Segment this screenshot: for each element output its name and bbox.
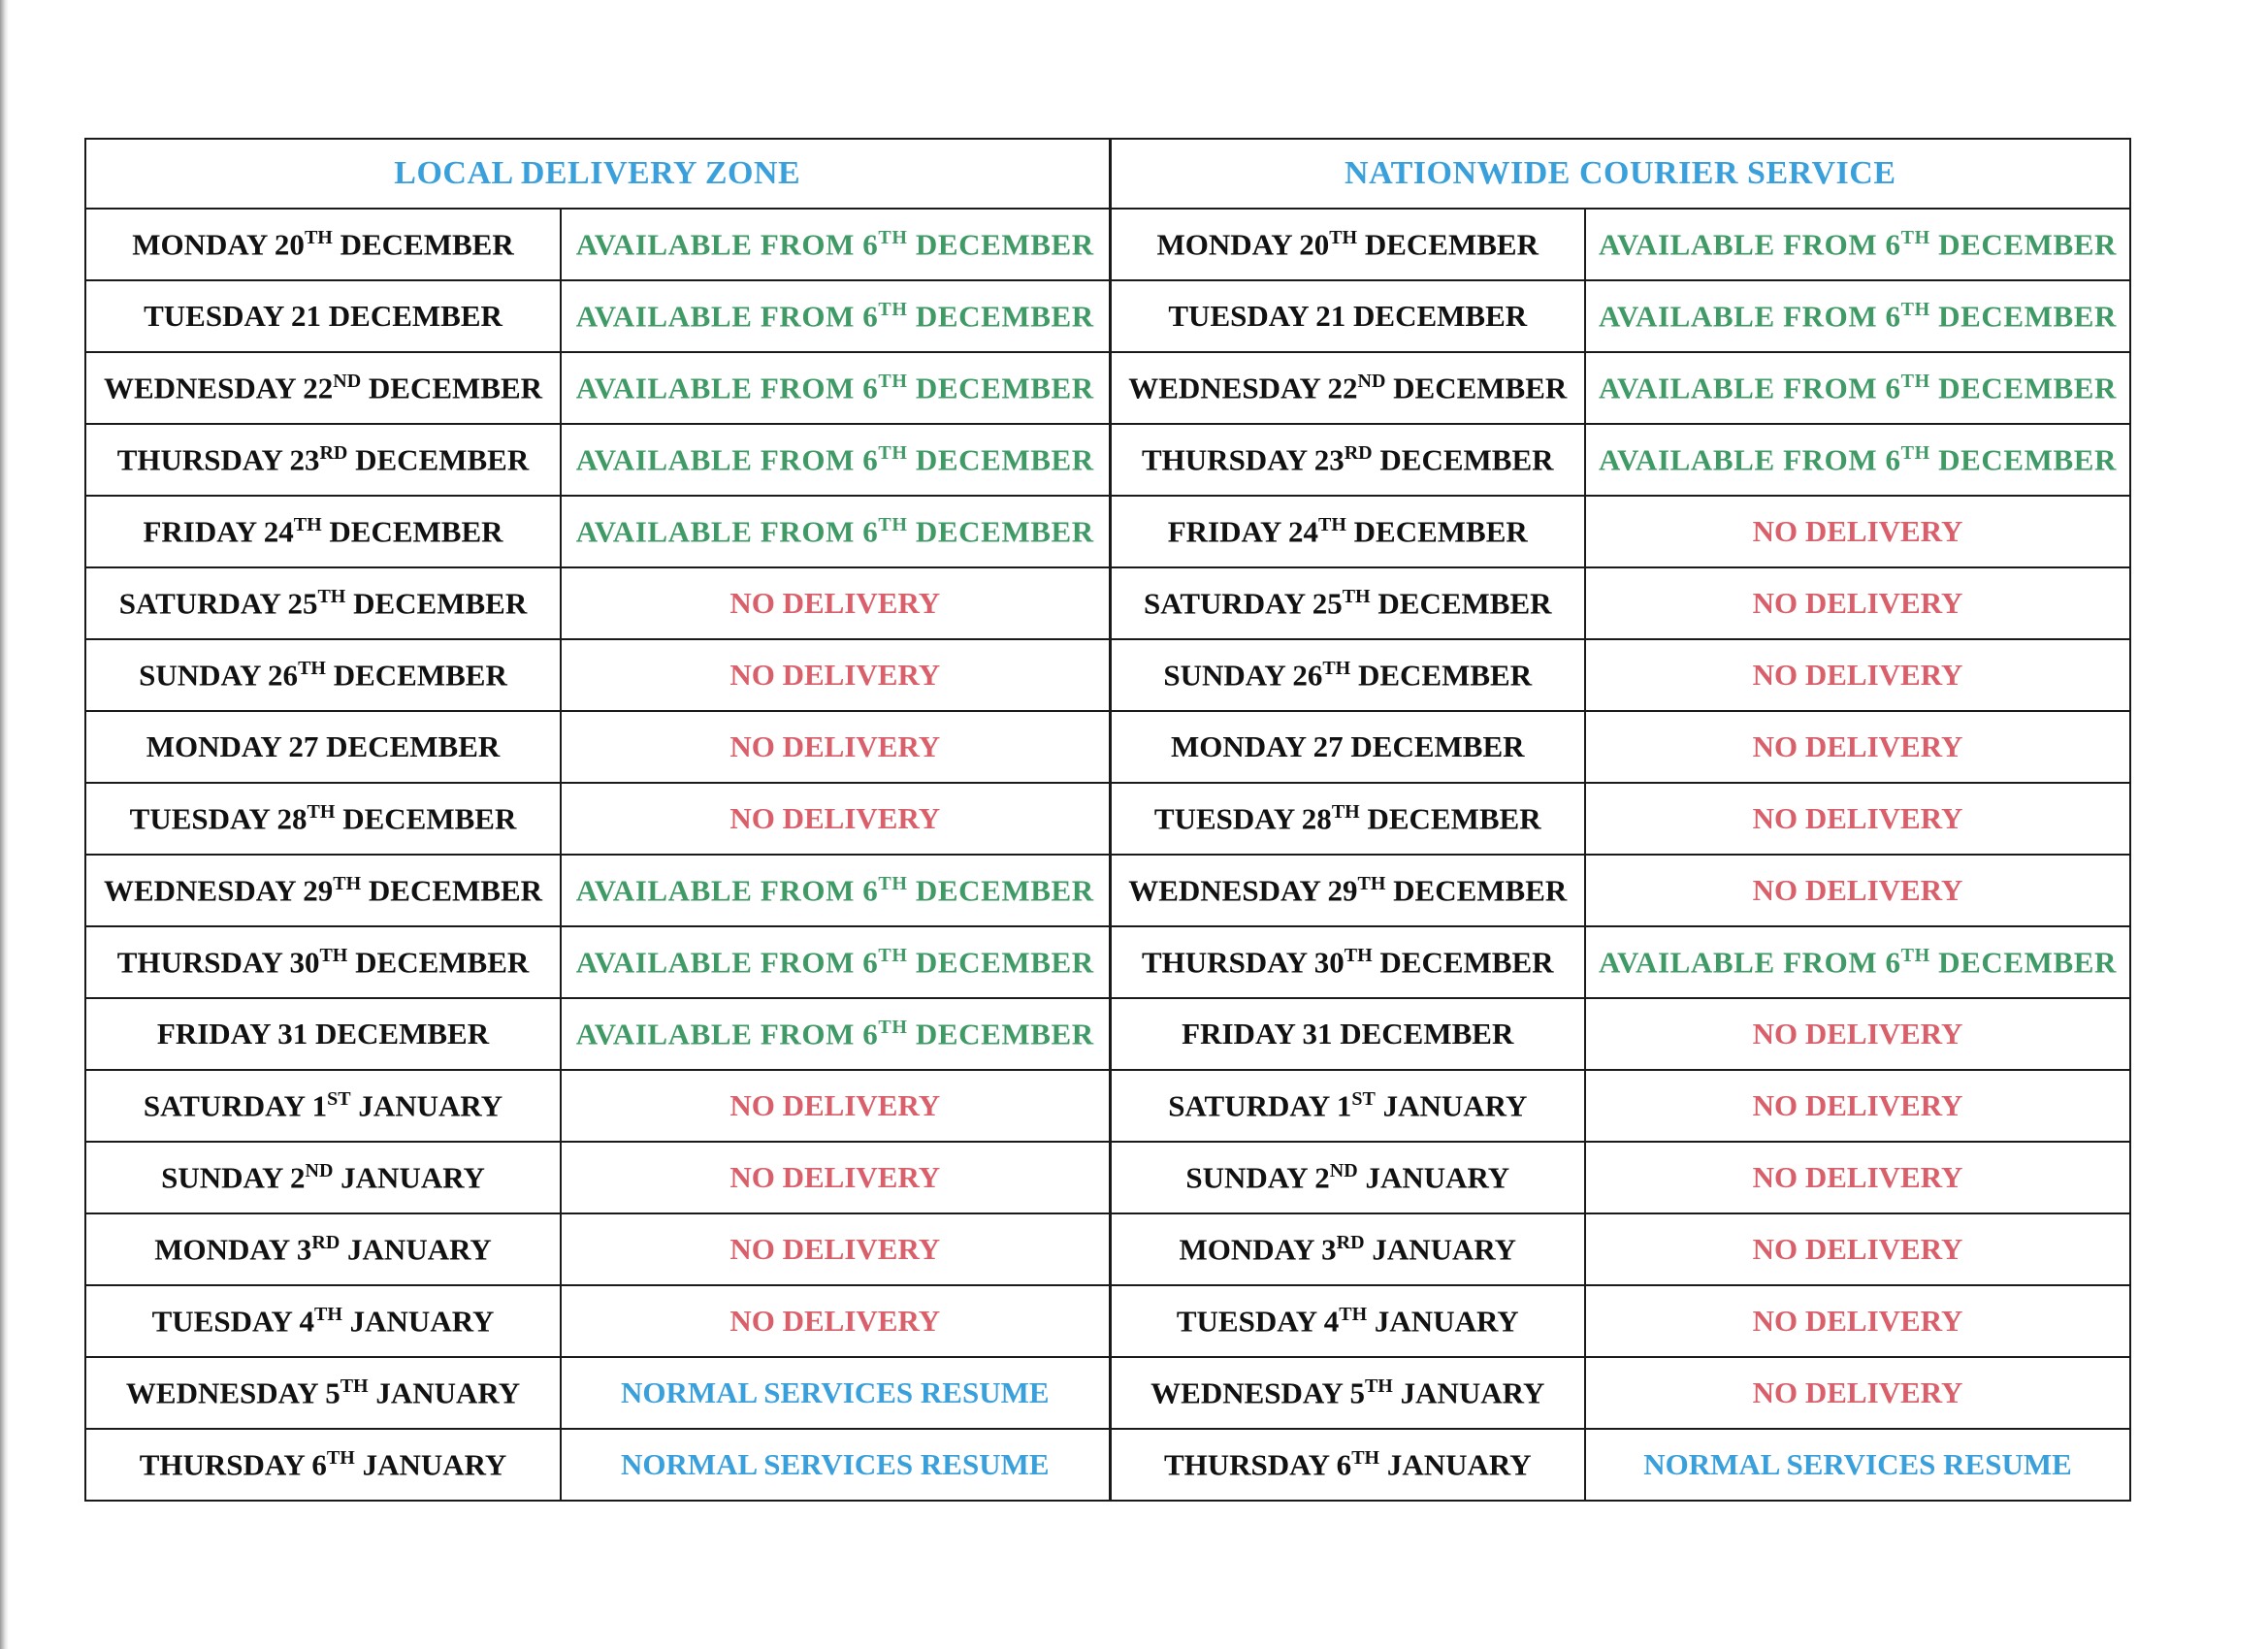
nationwide-status-cell [1585,567,2130,639]
day-label: THURSDAY 6 [139,1447,327,1482]
day-ordinal-suffix: ND [333,370,362,392]
local-day-cell [85,496,561,567]
day-ordinal-suffix: ND [1329,1159,1358,1181]
status-label: NO DELIVERY [1752,1160,1963,1194]
local-delivery-zone-header: LOCAL DELIVERY ZONE [85,139,1110,209]
nationwide-day-cell [1110,998,1585,1070]
day-ordinal-suffix: TH [314,1303,342,1325]
delivery-schedule-table [84,138,2131,1502]
nationwide-status-cell [1585,926,2130,998]
day-month: JANUARY [341,1304,495,1339]
day-label: MONDAY 20 [132,227,305,262]
status-label: NO DELIVERY [729,658,941,692]
local-day-cell [85,926,561,998]
status-label: NO DELIVERY [729,1160,941,1194]
day-label: MONDAY 3 [1179,1232,1337,1267]
status-month: DECEMBER [907,873,1094,908]
status-label: NO DELIVERY [1752,1375,1963,1409]
local-day-cell [85,424,561,496]
day-ordinal-suffix: TH [1339,1303,1368,1325]
nationwide-status-cell [1585,1213,2130,1285]
status-label: NO DELIVERY [1752,729,1963,763]
status-label: NO DELIVERY [729,586,941,620]
day-ordinal-suffix: TH [1342,585,1371,607]
nationwide-status-cell [1585,209,2130,280]
schedule-body [85,209,2130,1501]
schedule-row [85,424,2130,496]
local-day-cell [85,1357,561,1429]
schedule-row [85,855,2130,926]
nationwide-status-cell [1585,639,2130,711]
status-ordinal-suffix: TH [1900,441,1930,464]
day-ordinal-suffix: TH [1364,1374,1393,1397]
day-ordinal-suffix: TH [1344,944,1373,966]
day-label: WEDNESDAY 5 [1150,1375,1365,1410]
day-label: THURSDAY 23 [116,442,320,477]
status-ordinal-suffix: TH [1900,944,1930,966]
day-month: DECEMBER [1372,945,1554,980]
day-month: DECEMBER [1345,514,1528,549]
status-label: AVAILABLE FROM 6 [1599,371,1901,405]
status-label: NO DELIVERY [729,729,941,763]
nationwide-day-cell [1110,783,1585,855]
day-month: DECEMBER [1357,227,1539,262]
nationwide-day-cell [1110,424,1585,496]
nationwide-day-cell [1110,639,1585,711]
scan-edge [0,0,9,1649]
status-label: NO DELIVERY [1752,1088,1963,1122]
status-label: NO DELIVERY [1752,1017,1963,1051]
local-status-cell [561,352,1110,424]
day-label: FRIDAY 31 DECEMBER [1182,1017,1514,1051]
day-month: DECEMBER [361,371,543,405]
day-label: THURSDAY 30 [116,945,320,980]
status-label: AVAILABLE FROM 6 [575,945,879,980]
nationwide-day-cell [1110,855,1585,926]
local-status-cell [561,783,1110,855]
status-label: AVAILABLE FROM 6 [575,371,879,405]
nationwide-day-cell [1110,209,1585,280]
nationwide-day-cell [1110,1213,1585,1285]
local-status-cell [561,1070,1110,1142]
day-label: SATURDAY 1 [143,1088,328,1123]
day-label: THURSDAY 30 [1142,945,1345,980]
day-ordinal-suffix: RD [1336,1231,1365,1253]
status-month: DECEMBER [907,299,1094,334]
nationwide-status-cell [1585,1357,2130,1429]
local-status-cell [561,1213,1110,1285]
day-label: THURSDAY 23 [1142,442,1345,477]
day-month: JANUARY [1364,1232,1517,1267]
status-label: NO DELIVERY [1752,658,1963,692]
schedule-row [85,998,2130,1070]
status-month: DECEMBER [1929,442,2118,477]
day-month: DECEMBER [1385,371,1568,405]
local-status-cell [561,424,1110,496]
day-label: TUESDAY 21 DECEMBER [144,299,502,333]
status-label: AVAILABLE FROM 6 [575,299,879,334]
status-month: DECEMBER [1929,945,2118,980]
nationwide-day-cell [1110,352,1585,424]
nationwide-day-cell [1110,1285,1585,1357]
nationwide-status-cell [1585,424,2130,496]
status-ordinal-suffix: TH [878,441,908,464]
schedule-row [85,783,2130,855]
day-ordinal-suffix: TH [326,1446,355,1469]
status-month: DECEMBER [907,514,1094,549]
day-month: DECEMBER [1370,586,1552,621]
day-ordinal-suffix: ND [1357,370,1386,392]
status-month: DECEMBER [1929,299,2118,334]
nationwide-day-cell [1110,280,1585,352]
local-status-cell [561,1142,1110,1213]
day-month: JANUARY [333,1160,485,1195]
local-day-cell [85,1213,561,1285]
status-month: DECEMBER [907,945,1094,980]
day-ordinal-suffix: TH [319,944,348,966]
day-ordinal-suffix: TH [1351,1446,1380,1469]
local-day-cell [85,998,561,1070]
schedule-row [85,209,2130,280]
day-ordinal-suffix: TH [340,1374,369,1397]
status-month: DECEMBER [1929,227,2118,262]
status-label: AVAILABLE FROM 6 [1599,442,1901,477]
day-label: TUESDAY 4 [151,1304,314,1339]
day-ordinal-suffix: RD [311,1231,340,1253]
local-day-cell [85,1142,561,1213]
status-label: AVAILABLE FROM 6 [575,442,879,477]
day-month: DECEMBER [1359,801,1541,836]
schedule-row [85,711,2130,783]
day-ordinal-suffix: RD [1344,441,1373,464]
day-ordinal-suffix: TH [1322,657,1351,679]
status-ordinal-suffix: TH [878,513,908,535]
status-label: AVAILABLE FROM 6 [575,514,879,549]
local-status-cell [561,1285,1110,1357]
status-month: DECEMBER [907,371,1094,405]
day-ordinal-suffix: ST [1351,1087,1376,1110]
local-day-cell [85,1285,561,1357]
day-ordinal-suffix: ND [305,1159,334,1181]
status-ordinal-suffix: TH [878,872,908,894]
day-month: DECEMBER [347,442,530,477]
day-label: SATURDAY 1 [1168,1088,1352,1123]
day-month: DECEMBER [345,586,528,621]
nationwide-day-cell [1110,926,1585,998]
day-label: SUNDAY 26 [139,658,299,693]
nationwide-status-cell [1585,1070,2130,1142]
nationwide-day-cell [1110,1142,1585,1213]
day-label: WEDNESDAY 29 [1128,873,1358,908]
header-row [85,139,2130,209]
status-month: DECEMBER [907,1017,1094,1051]
status-label: NO DELIVERY [1752,801,1963,835]
schedule-row [85,352,2130,424]
day-label: SUNDAY 2 [161,1160,306,1195]
status-label: AVAILABLE FROM 6 [1599,945,1901,980]
local-day-cell [85,855,561,926]
local-day-cell [85,567,561,639]
status-label: NO DELIVERY [1752,1232,1963,1266]
local-status-cell [561,209,1110,280]
nationwide-status-cell [1585,783,2130,855]
local-status-cell [561,998,1110,1070]
status-ordinal-suffix: TH [878,226,908,248]
day-label: WEDNESDAY 29 [103,873,334,908]
day-label: TUESDAY 28 [1153,801,1332,836]
local-status-cell [561,639,1110,711]
day-ordinal-suffix: RD [319,441,348,464]
status-label: AVAILABLE FROM 6 [1599,299,1901,334]
day-label: THURSDAY 6 [1163,1447,1352,1482]
day-label: MONDAY 3 [154,1232,312,1267]
day-ordinal-suffix: TH [1329,226,1358,248]
schedule-row [85,926,2130,998]
day-month: DECEMBER [1372,442,1554,477]
day-label: MONDAY 20 [1156,227,1330,262]
day-ordinal-suffix: TH [1318,513,1346,535]
nationwide-day-cell [1110,567,1585,639]
day-ordinal-suffix: TH [293,513,322,535]
schedule-row [85,639,2130,711]
status-month: DECEMBER [907,442,1094,477]
schedule-row [85,1285,2130,1357]
status-label: NO DELIVERY [1752,873,1963,907]
day-label: FRIDAY 31 DECEMBER [156,1017,490,1051]
day-month: JANUARY [1392,1375,1545,1410]
status-ordinal-suffix: TH [878,370,908,392]
day-label: SUNDAY 26 [1163,658,1323,693]
status-ordinal-suffix: TH [878,1016,908,1038]
status-ordinal-suffix: TH [1900,298,1930,320]
nationwide-status-cell [1585,855,2130,926]
day-label: WEDNESDAY 22 [1128,371,1358,405]
status-label: NO DELIVERY [1752,514,1963,548]
status-label: NO DELIVERY [729,1232,941,1266]
status-label: NO DELIVERY [729,1304,941,1338]
day-ordinal-suffix: TH [333,872,362,894]
day-month: JANUARY [1379,1447,1532,1482]
nationwide-day-cell [1110,1357,1585,1429]
local-status-cell [561,567,1110,639]
day-label: FRIDAY 24 [143,514,294,549]
nationwide-day-cell [1110,711,1585,783]
day-month: JANUARY [1367,1304,1519,1339]
schedule-row [85,1429,2130,1501]
local-day-cell [85,639,561,711]
schedule-row [85,1357,2130,1429]
day-ordinal-suffix: ST [327,1087,351,1110]
status-label: AVAILABLE FROM 6 [575,873,879,908]
local-day-cell [85,209,561,280]
day-ordinal-suffix: TH [307,800,336,823]
nationwide-status-cell [1585,496,2130,567]
day-month: DECEMBER [347,945,530,980]
day-month: JANUARY [1375,1088,1528,1123]
status-label: NORMAL SERVICES RESUME [620,1447,1050,1481]
day-label: TUESDAY 28 [129,801,308,836]
local-day-cell [85,280,561,352]
day-month: DECEMBER [1350,658,1533,693]
day-ordinal-suffix: TH [317,585,346,607]
day-month: JANUARY [350,1088,503,1123]
day-ordinal-suffix: TH [1357,872,1386,894]
status-ordinal-suffix: TH [1900,370,1930,392]
status-label: NO DELIVERY [1752,1304,1963,1338]
schedule-row [85,280,2130,352]
day-label: TUESDAY 4 [1176,1304,1340,1339]
local-status-cell [561,1357,1110,1429]
status-label: NORMAL SERVICES RESUME [620,1375,1050,1409]
local-status-cell [561,926,1110,998]
nationwide-status-cell [1585,998,2130,1070]
nationwide-day-cell [1110,1070,1585,1142]
local-status-cell [561,855,1110,926]
status-label: NO DELIVERY [729,801,941,835]
schedule-row [85,567,2130,639]
status-month: DECEMBER [907,227,1094,262]
local-day-cell [85,1070,561,1142]
local-status-cell [561,280,1110,352]
day-month: DECEMBER [361,873,543,908]
day-ordinal-suffix: TH [304,226,333,248]
local-day-cell [85,711,561,783]
day-label: SATURDAY 25 [118,586,318,621]
day-label: WEDNESDAY 5 [125,1375,340,1410]
status-month: DECEMBER [1929,371,2118,405]
day-ordinal-suffix: TH [298,657,326,679]
schedule-row [85,1142,2130,1213]
nationwide-status-cell [1585,1429,2130,1501]
nationwide-day-cell [1110,1429,1585,1501]
schedule-row [85,1070,2130,1142]
day-month: DECEMBER [325,658,507,693]
nationwide-status-cell [1585,352,2130,424]
status-label: NORMAL SERVICES RESUME [1643,1447,2072,1481]
status-label: AVAILABLE FROM 6 [575,1017,879,1051]
day-month: DECEMBER [335,801,517,836]
schedule-row [85,496,2130,567]
nationwide-courier-service-header: NATIONWIDE COURIER SERVICE [1110,139,2130,209]
local-day-cell [85,1429,561,1501]
status-ordinal-suffix: TH [1900,226,1930,248]
schedule-row [85,1213,2130,1285]
local-status-cell [561,1429,1110,1501]
nationwide-day-cell [1110,496,1585,567]
day-label: SATURDAY 25 [1144,586,1343,621]
nationwide-status-cell [1585,711,2130,783]
day-label: SUNDAY 2 [1185,1160,1330,1195]
day-ordinal-suffix: TH [1331,800,1360,823]
day-label: MONDAY 27 DECEMBER [1170,729,1525,763]
day-month: DECEMBER [1385,873,1568,908]
day-month: JANUARY [368,1375,521,1410]
day-label: MONDAY 27 DECEMBER [146,729,501,763]
day-month: DECEMBER [321,514,503,549]
status-label: NO DELIVERY [729,1088,941,1122]
status-ordinal-suffix: TH [878,944,908,966]
day-month: DECEMBER [332,227,514,262]
day-label: WEDNESDAY 22 [103,371,334,405]
nationwide-status-cell [1585,280,2130,352]
local-day-cell [85,352,561,424]
day-label: TUESDAY 21 DECEMBER [1168,299,1528,333]
nationwide-status-cell [1585,1285,2130,1357]
status-label: NO DELIVERY [1752,586,1963,620]
status-ordinal-suffix: TH [878,298,908,320]
status-label: AVAILABLE FROM 6 [1599,227,1901,262]
nationwide-status-cell [1585,1142,2130,1213]
status-label: AVAILABLE FROM 6 [575,227,879,262]
day-month: JANUARY [340,1232,492,1267]
local-status-cell [561,496,1110,567]
local-status-cell [561,711,1110,783]
day-label: FRIDAY 24 [1167,514,1319,549]
day-month: JANUARY [354,1447,507,1482]
local-day-cell [85,783,561,855]
day-month: JANUARY [1357,1160,1510,1195]
